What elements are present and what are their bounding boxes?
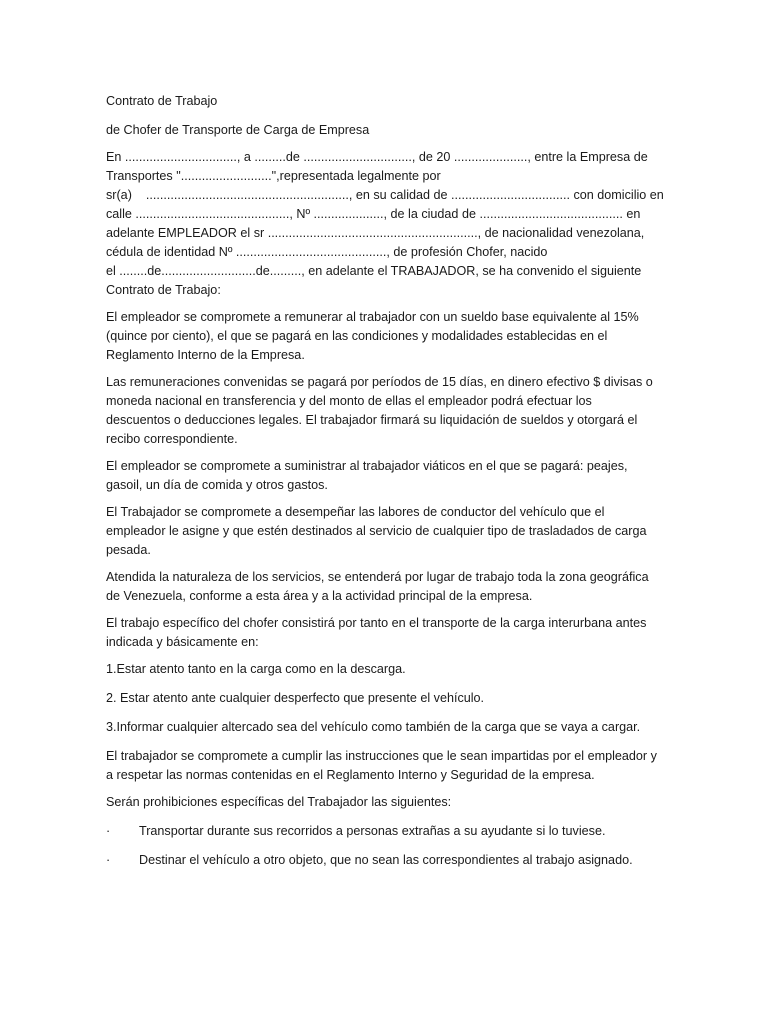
payment-paragraph — [106, 373, 666, 449]
zone-paragraph — [106, 568, 666, 606]
zone-line: de Venezuela, conforme a esta área y a la actividad principal de la empresa. — [106, 589, 533, 603]
salary-line: (quince por ciento), el que se pagará en las condiciones y modalidades establecidas en el — [106, 329, 608, 343]
prohibition-list-item — [106, 851, 666, 870]
specific-work-line: El trabajo específico del chofer consistirá por tanto en el transporte de la carga interurbana antes — [106, 616, 647, 630]
specific-work-paragraph — [106, 614, 666, 652]
salary-line: Reglamento Interno de la Empresa. — [106, 348, 305, 362]
numbered-item: 3.Informar cualquier altercado sea del vehículo como también de la carga que se vaya a cargar. — [106, 720, 641, 734]
prohibition-list-item — [106, 822, 666, 841]
prohibition-text: Destinar el vehículo a otro objeto, que no sean las correspondientes al trabajo asignado. — [139, 853, 633, 867]
numbered-item: 2. Estar atento ante cualquier desperfecto que presente el vehículo. — [106, 691, 485, 705]
intro-paragraph — [106, 148, 666, 300]
intro-line: Contrato de Trabajo: — [106, 283, 221, 297]
document-subtitle: de Chofer de Transporte de Carga de Empresa — [106, 123, 370, 137]
instructions-line: a respetar las normas contenidas en el Reglamento Interno y Seguridad de la empresa. — [106, 768, 595, 782]
instructions-line: El trabajador se compromete a cumplir las instrucciones que le sean impartidas por el empleador y — [106, 749, 657, 763]
salary-paragraph — [106, 308, 666, 365]
intro-line: En ................................, a .........de ..............................., de 20 ....................., entre la Empresa de — [106, 150, 648, 164]
viaticos-line: El empleador se compromete a suministrar al trabajador viáticos en el que se pagará: peajes, — [106, 459, 628, 473]
specific-work-line: indicada y básicamente en: — [106, 635, 259, 649]
payment-line: moneda nacional en transferencia y del monto de ellas el empleador podrá efectuar los — [106, 394, 592, 408]
intro-line: calle ............................................, Nº ...................., de la ciudad de ......................................... en — [106, 207, 641, 221]
payment-line: Las remuneraciones convenidas se pagará por períodos de 15 días, en dinero efectivo $ divisas o — [106, 375, 653, 389]
intro-line: adelante EMPLEADOR el sr ............................................................, de nacionalidad venezolana, — [106, 226, 645, 240]
bullet-mark: · — [106, 824, 111, 838]
intro-line: cédula de identidad Nº ..........................................., de profesión Chofer, nacido — [106, 245, 548, 259]
document-title: Contrato de Trabajo — [106, 94, 218, 108]
duties-line: El Trabajador se compromete a desempeñar las labores de conductor del vehículo que el — [106, 505, 605, 519]
intro-line: el ........de...........................de........., en adelante el TRABAJADOR, se ha convenido el siguiente — [106, 264, 642, 278]
duties-line: empleador le asigne y que estén destinados al servicio de cualquier tipo de trasladados de carga — [106, 524, 647, 538]
bullet-mark: · — [106, 853, 111, 867]
zone-line: Atendida la naturaleza de los servicios, se entenderá por lugar de trabajo toda la zona geográfica — [106, 570, 649, 584]
duties-paragraph — [106, 503, 666, 560]
instructions-paragraph — [106, 747, 666, 785]
viaticos-line: gasoil, un día de comida y otros gastos. — [106, 478, 328, 492]
prohibitions-heading: Serán prohibiciones específicas del Trabajador las siguientes: — [106, 795, 452, 809]
payment-line: descuentos o deducciones legales. El trabajador firmará su liquidación de sueldos y otorgará el — [106, 413, 638, 427]
viaticos-paragraph — [106, 457, 666, 495]
salary-line: El empleador se compromete a remunerar al trabajador con un sueldo base equivalente al 15% — [106, 310, 639, 324]
document-page — [106, 92, 666, 880]
duties-line: pesada. — [106, 543, 151, 557]
numbered-item: 1.Estar atento tanto en la carga como en la descarga. — [106, 662, 406, 676]
prohibition-text: Transportar durante sus recorridos a personas extrañas a su ayudante si lo tuviese. — [139, 824, 606, 838]
intro-line: sr(a) .........................................................., en su calidad de .................................. con domicilio en — [106, 188, 664, 202]
payment-line: recibo correspondiente. — [106, 432, 238, 446]
intro-line: Transportes "..........................",representada legalmente por — [106, 169, 441, 183]
